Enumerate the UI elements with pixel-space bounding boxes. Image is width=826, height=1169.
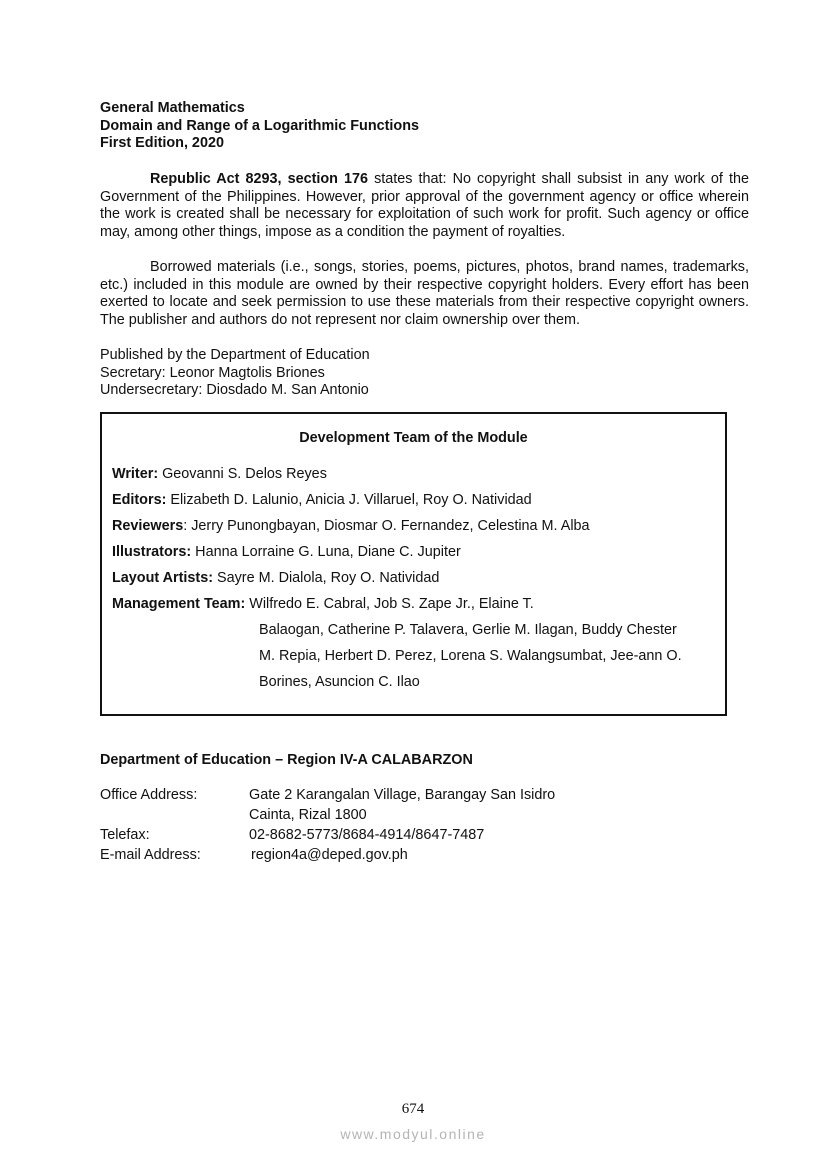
office-address-line: Cainta, Rizal 1800 [249,807,367,823]
reviewers-row [112,518,590,536]
management-line: Balaogan, Catherine P. Talavera, Gerlie M. Ilagan, Buddy Chester [259,622,677,638]
reviewers-label: Reviewers [112,518,184,534]
email-label: E-mail Address: [100,847,201,863]
writer-row [112,466,327,484]
development-team-box [100,412,727,716]
editors-row [112,492,532,510]
editors-label: Editors: [112,492,167,508]
header [100,100,749,153]
illustrators-row [112,544,461,562]
management-row [112,596,534,614]
law-text: states that: No copyright shall subsist in any work of the Government of the Philippines. However, prior approval of the government agency or office wherein the work is created shall be necessary for exploitation of such work for profit. Such agency or office may, among other things, impose as a condition the payment of royalties. [100,171,749,240]
borrowed-materials-paragraph: Borrowed materials (i.e., songs, stories, poems, pictures, photos, brand names, trademarks, etc.) included in this module are owned by their respective copyright holders. Every effort has been exerted to locate and seek permission to use these materials from their respective copyright owners. The publisher and authors do not represent nor claim ownership over them. [100,259,749,328]
edition: First Edition, 2020 [100,135,224,152]
page-number: 674 [401,1101,425,1117]
writer-value: Geovanni S. Delos Reyes [158,466,327,482]
telefax-value: 02-8682-5773/8684-4914/8647-7487 [249,827,485,843]
secretary: Secretary: Leonor Magtolis Briones [100,364,325,381]
publisher-info [100,347,749,400]
copyright-paragraph [100,171,749,241]
dev-team-title: Development Team of the Module [299,430,528,446]
email-value: region4a@deped.gov.ph [251,847,408,863]
office-address-label: Office Address: [100,787,198,803]
published-by: Published by the Department of Education [100,347,370,363]
module-title: Domain and Range of a Logarithmic Functions [100,117,420,134]
watermark: www.modyul.online [340,1126,486,1142]
editors-value: Elizabeth D. Lalunio, Anicia J. Villaruel, Roy O. Natividad [166,492,532,508]
layout-artists-row [112,570,439,588]
management-label: Management Team: [112,596,246,612]
layout-artists-value: Sayre M. Dialola, Roy O. Natividad [213,570,440,586]
writer-label: Writer: [112,466,159,482]
illustrators-label: Illustrators: [112,544,192,560]
illustrators-value: Hanna Lorraine G. Luna, Diane C. Jupiter [191,544,461,560]
telefax-label: Telefax: [100,827,150,843]
office-address-line: Gate 2 Karangalan Village, Barangay San Isidro [249,787,556,803]
management-line: Borines, Asuncion C. Ilao [259,674,420,690]
region-heading: Department of Education – Region IV-A CALABARZON [100,752,473,768]
subject: General Mathematics [100,100,245,116]
reviewers-value: : Jerry Punongbayan, Diosmar O. Fernandez, Celestina M. Alba [183,518,590,534]
law-reference: Republic Act 8293, section 176 [150,171,369,187]
management-line: Wilfredo E. Cabral, Job S. Zape Jr., Elaine T. [245,596,534,612]
undersecretary: Undersecretary: Diosdado M. San Antonio [100,382,369,399]
management-line: M. Repia, Herbert D. Perez, Lorena S. Walangsumbat, Jee-ann O. [259,648,682,664]
layout-artists-label: Layout Artists: [112,570,214,586]
